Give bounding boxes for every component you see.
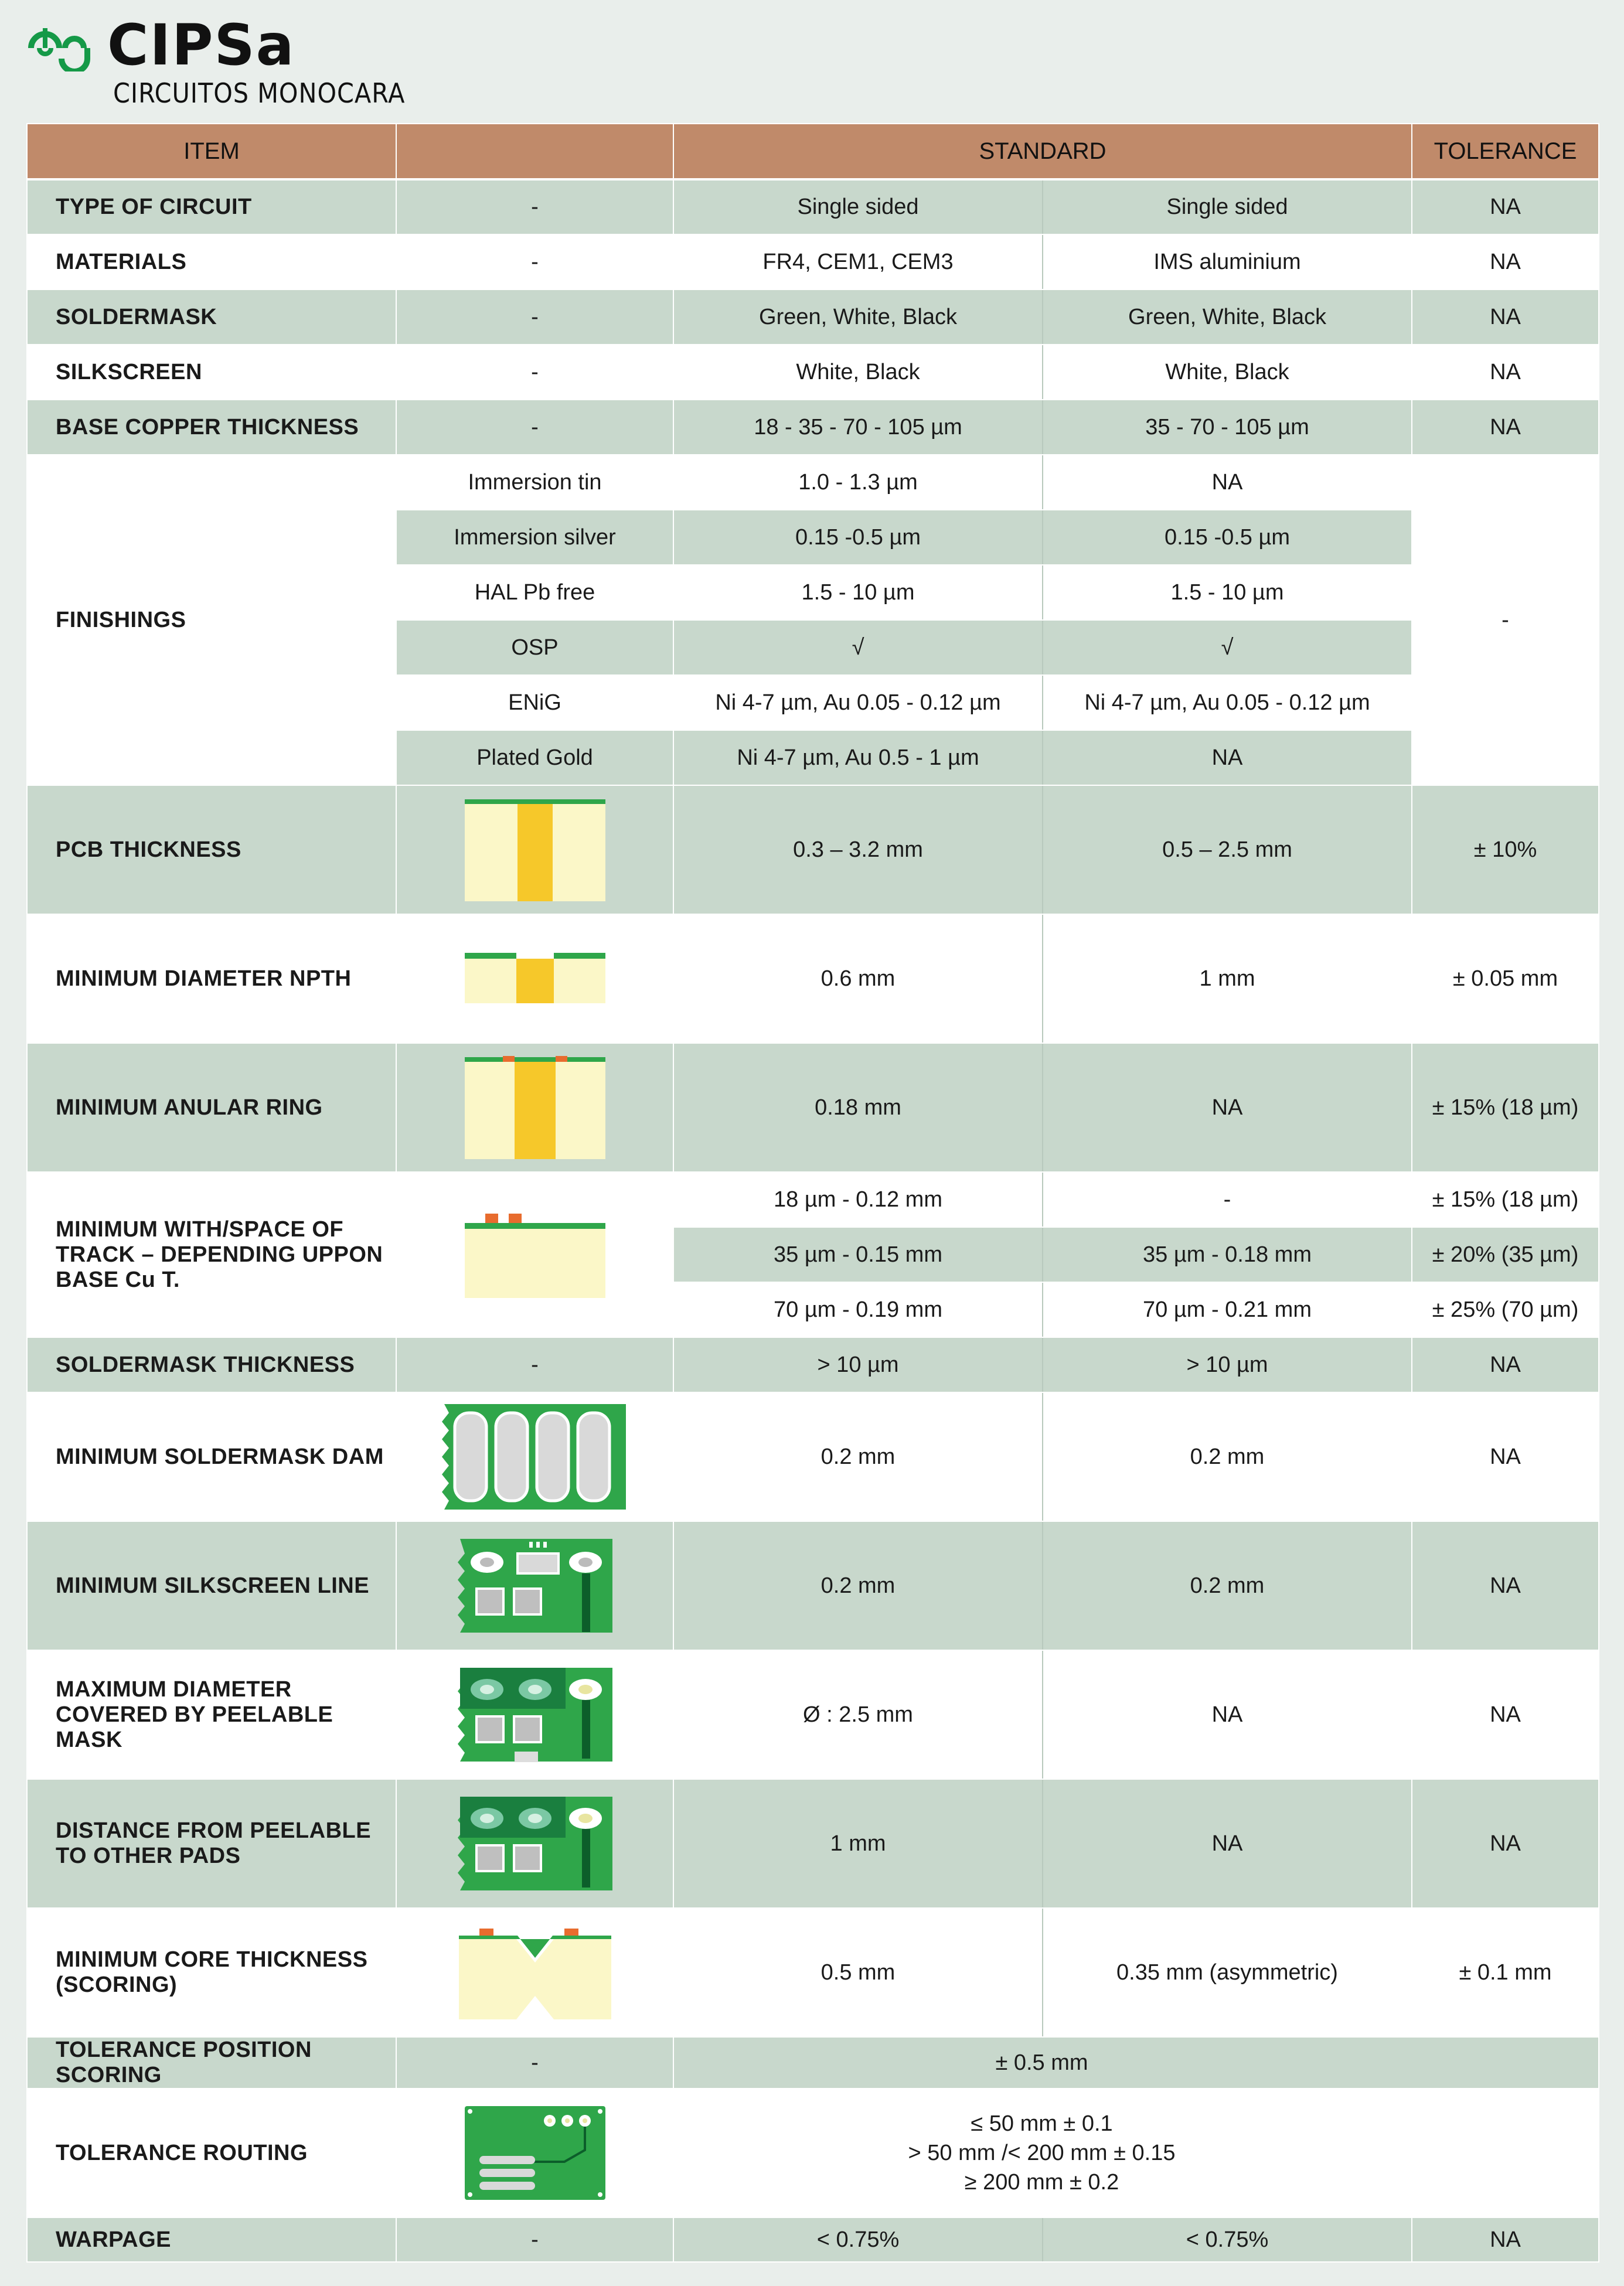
anular-ring-icon (396, 1043, 673, 1172)
standard-2: - (1043, 1172, 1412, 1227)
table-row (27, 1043, 1599, 1172)
sub-value: - (396, 289, 673, 345)
table-row (27, 1908, 1599, 2037)
sub-value: Plated Gold (396, 730, 673, 785)
table-row (27, 345, 1599, 400)
silkscreen-icon (396, 1521, 673, 1650)
table-row (27, 914, 1599, 1043)
standard-1: 18 - 35 - 70 - 105 µm (673, 400, 1043, 455)
standard-2: NA (1043, 1043, 1412, 1172)
sub-value: ENiG (396, 675, 673, 730)
standard-1: 0.18 mm (673, 1043, 1043, 1172)
spec-table (26, 123, 1599, 2263)
standard-2: Single sided (1043, 179, 1412, 234)
standard-2: 0.5 – 2.5 mm (1043, 785, 1412, 914)
item-label: BASE COPPER THICKNESS (27, 400, 396, 455)
item-label: MINIMUM WITH/SPACE OF TRACK – DEPENDING UPPON BASE Cu T. (27, 1172, 396, 1337)
standard-2: IMS aluminium (1043, 234, 1412, 289)
tolerance: ± 15% (18 µm) (1412, 1172, 1599, 1227)
sub-value: OSP (396, 620, 673, 675)
standard-2: NA (1043, 455, 1412, 510)
tolerance: ± 25% (70 µm) (1412, 1282, 1599, 1337)
sub-value: Immersion silver (396, 510, 673, 565)
standard-2: NA (1043, 730, 1412, 785)
soldermask-dam-icon (396, 1392, 673, 1521)
cipsa-logo-icon (26, 25, 91, 71)
standard-2: 35 µm - 0.18 mm (1043, 1227, 1412, 1282)
table-row (27, 1779, 1599, 1908)
standard-2: 1 mm (1043, 914, 1412, 1043)
table-row (27, 1337, 1599, 1392)
standard-2: √ (1043, 620, 1412, 675)
standard-2: NA (1043, 1650, 1412, 1779)
item-label: SILKSCREEN (27, 345, 396, 400)
header-tolerance: TOLERANCE (1412, 124, 1599, 179)
standard-2: 0.15 -0.5 µm (1043, 510, 1412, 565)
sub-value: Immersion tin (396, 455, 673, 510)
tolerance: ± 0.1 mm (1412, 1908, 1599, 2037)
sub-value: - (396, 1337, 673, 1392)
standard-2: 0.2 mm (1043, 1521, 1412, 1650)
item-label: TOLERANCE POSITION SCORING (27, 2037, 396, 2089)
standard-2: 35 - 70 - 105 µm (1043, 400, 1412, 455)
standard-1: 0.2 mm (673, 1392, 1043, 1521)
standard-1: White, Black (673, 345, 1043, 400)
sub-value: - (396, 2037, 673, 2089)
header-standard: STANDARD (673, 124, 1412, 179)
standard-2: White, Black (1043, 345, 1412, 400)
standard-1: 70 µm - 0.19 mm (673, 1282, 1043, 1337)
standard-1: 0.6 mm (673, 914, 1043, 1043)
tolerance: NA (1412, 1337, 1599, 1392)
tolerance: ± 20% (35 µm) (1412, 1227, 1599, 1282)
standard-2: 70 µm - 0.21 mm (1043, 1282, 1412, 1337)
standard-1: 1.5 - 10 µm (673, 565, 1043, 620)
scoring-icon (396, 1908, 673, 2037)
standard-1: 0.3 – 3.2 mm (673, 785, 1043, 914)
standard-1: 0.2 mm (673, 1521, 1043, 1650)
item-label: PCB THICKNESS (27, 785, 396, 914)
tolerance: ± 10% (1412, 785, 1599, 914)
tolerance: NA (1412, 400, 1599, 455)
standard-1: Ø : 2.5 mm (673, 1650, 1043, 1779)
tolerance: ± 15% (18 µm) (1412, 1043, 1599, 1172)
standard-1: > 10 µm (673, 1337, 1043, 1392)
item-label: DISTANCE FROM PEELABLE TO OTHER PADS (27, 1779, 396, 1908)
standard-1: 1 mm (673, 1779, 1043, 1908)
routing-icon (396, 2089, 673, 2217)
pcb-thickness-icon (396, 785, 673, 914)
routing-line: ≥ 200 mm ± 0.2 (964, 2170, 1119, 2195)
brand-name: CIPSa (107, 12, 295, 78)
item-label: SOLDERMASK THICKNESS (27, 1337, 396, 1392)
standard-1: 0.15 -0.5 µm (673, 510, 1043, 565)
table-header-row (27, 124, 1599, 179)
npth-icon (396, 914, 673, 1043)
standard-2: < 0.75% (1043, 2217, 1412, 2262)
standard-1: 35 µm - 0.15 mm (673, 1227, 1043, 1282)
table-row (27, 1172, 1599, 1227)
sub-value: - (396, 345, 673, 400)
sub-value: - (396, 234, 673, 289)
item-label: MINIMUM ANULAR RING (27, 1043, 396, 1172)
standard-2: > 10 µm (1043, 1337, 1412, 1392)
table-row (27, 785, 1599, 914)
tolerance: NA (1412, 179, 1599, 234)
standard-1: FR4, CEM1, CEM3 (673, 234, 1043, 289)
table-row (27, 2089, 1599, 2217)
item-label: TOLERANCE ROUTING (27, 2089, 396, 2217)
item-label: MINIMUM SOLDERMASK DAM (27, 1392, 396, 1521)
standard-1: < 0.75% (673, 2217, 1043, 2262)
tolerance: ± 0.05 mm (1412, 914, 1599, 1043)
item-label: WARPAGE (27, 2217, 396, 2262)
item-label: SOLDERMASK (27, 289, 396, 345)
standard-1: Ni 4-7 µm, Au 0.05 - 0.12 µm (673, 675, 1043, 730)
tolerance: NA (1412, 1650, 1599, 1779)
standard-2: Ni 4-7 µm, Au 0.05 - 0.12 µm (1043, 675, 1412, 730)
table-row (27, 1521, 1599, 1650)
standard-1: Green, White, Black (673, 289, 1043, 345)
header-item: ITEM (27, 124, 396, 179)
tolerance: - (1412, 455, 1599, 785)
routing-line: ≤ 50 mm ± 0.1 (971, 2111, 1113, 2136)
sub-value: - (396, 400, 673, 455)
tolerance: NA (1412, 234, 1599, 289)
sub-value: HAL Pb free (396, 565, 673, 620)
standard-2: 1.5 - 10 µm (1043, 565, 1412, 620)
tolerance: NA (1412, 1779, 1599, 1908)
standard-1: 1.0 - 1.3 µm (673, 455, 1043, 510)
table-row (27, 2037, 1599, 2089)
item-label: MATERIALS (27, 234, 396, 289)
header (26, 13, 554, 113)
tolerance: NA (1412, 289, 1599, 345)
standard-1: Ni 4-7 µm, Au 0.5 - 1 µm (673, 730, 1043, 785)
tolerance: NA (1412, 1521, 1599, 1650)
item-label: MINIMUM CORE THICKNESS (SCORING) (27, 1908, 396, 2037)
standard-2: NA (1043, 1779, 1412, 1908)
peelable-icon (396, 1650, 673, 1779)
standard-1: 0.5 mm (673, 1908, 1043, 2037)
table-row (27, 179, 1599, 234)
table-row (27, 234, 1599, 289)
standard-2: 0.35 mm (asymmetric) (1043, 1908, 1412, 2037)
standard-2: 0.2 mm (1043, 1392, 1412, 1521)
item-label: MINIMUM SILKSCREEN LINE (27, 1521, 396, 1650)
table-row (27, 1392, 1599, 1521)
brand-subtitle: CIRCUITOS MONOCARA (113, 77, 406, 109)
standard-1: √ (673, 620, 1043, 675)
item-label: FINISHINGS (27, 455, 396, 785)
table-row (27, 455, 1599, 510)
routing-values (673, 2089, 1599, 2217)
routing-line: > 50 mm /< 200 mm ± 0.15 (908, 2141, 1176, 2165)
tolerance: NA (1412, 345, 1599, 400)
tolerance: NA (1412, 1392, 1599, 1521)
tolerance: NA (1412, 2217, 1599, 2262)
sub-value: - (396, 179, 673, 234)
sub-value: - (396, 2217, 673, 2262)
header-sub (396, 124, 673, 179)
item-label: MINIMUM DIAMETER NPTH (27, 914, 396, 1043)
item-label: TYPE OF CIRCUIT (27, 179, 396, 234)
peelable-distance-icon (396, 1779, 673, 1908)
item-label: MAXIMUM DIAMETER COVERED BY PEELABLE MASK (27, 1650, 396, 1779)
table-row (27, 2217, 1599, 2262)
standard-2: Green, White, Black (1043, 289, 1412, 345)
table-row (27, 289, 1599, 345)
standard-1: 18 µm - 0.12 mm (673, 1172, 1043, 1227)
standard-merged: ± 0.5 mm (673, 2037, 1599, 2089)
standard-1: Single sided (673, 179, 1043, 234)
track-icon (396, 1172, 673, 1337)
table-row (27, 400, 1599, 455)
table-row (27, 1650, 1599, 1779)
